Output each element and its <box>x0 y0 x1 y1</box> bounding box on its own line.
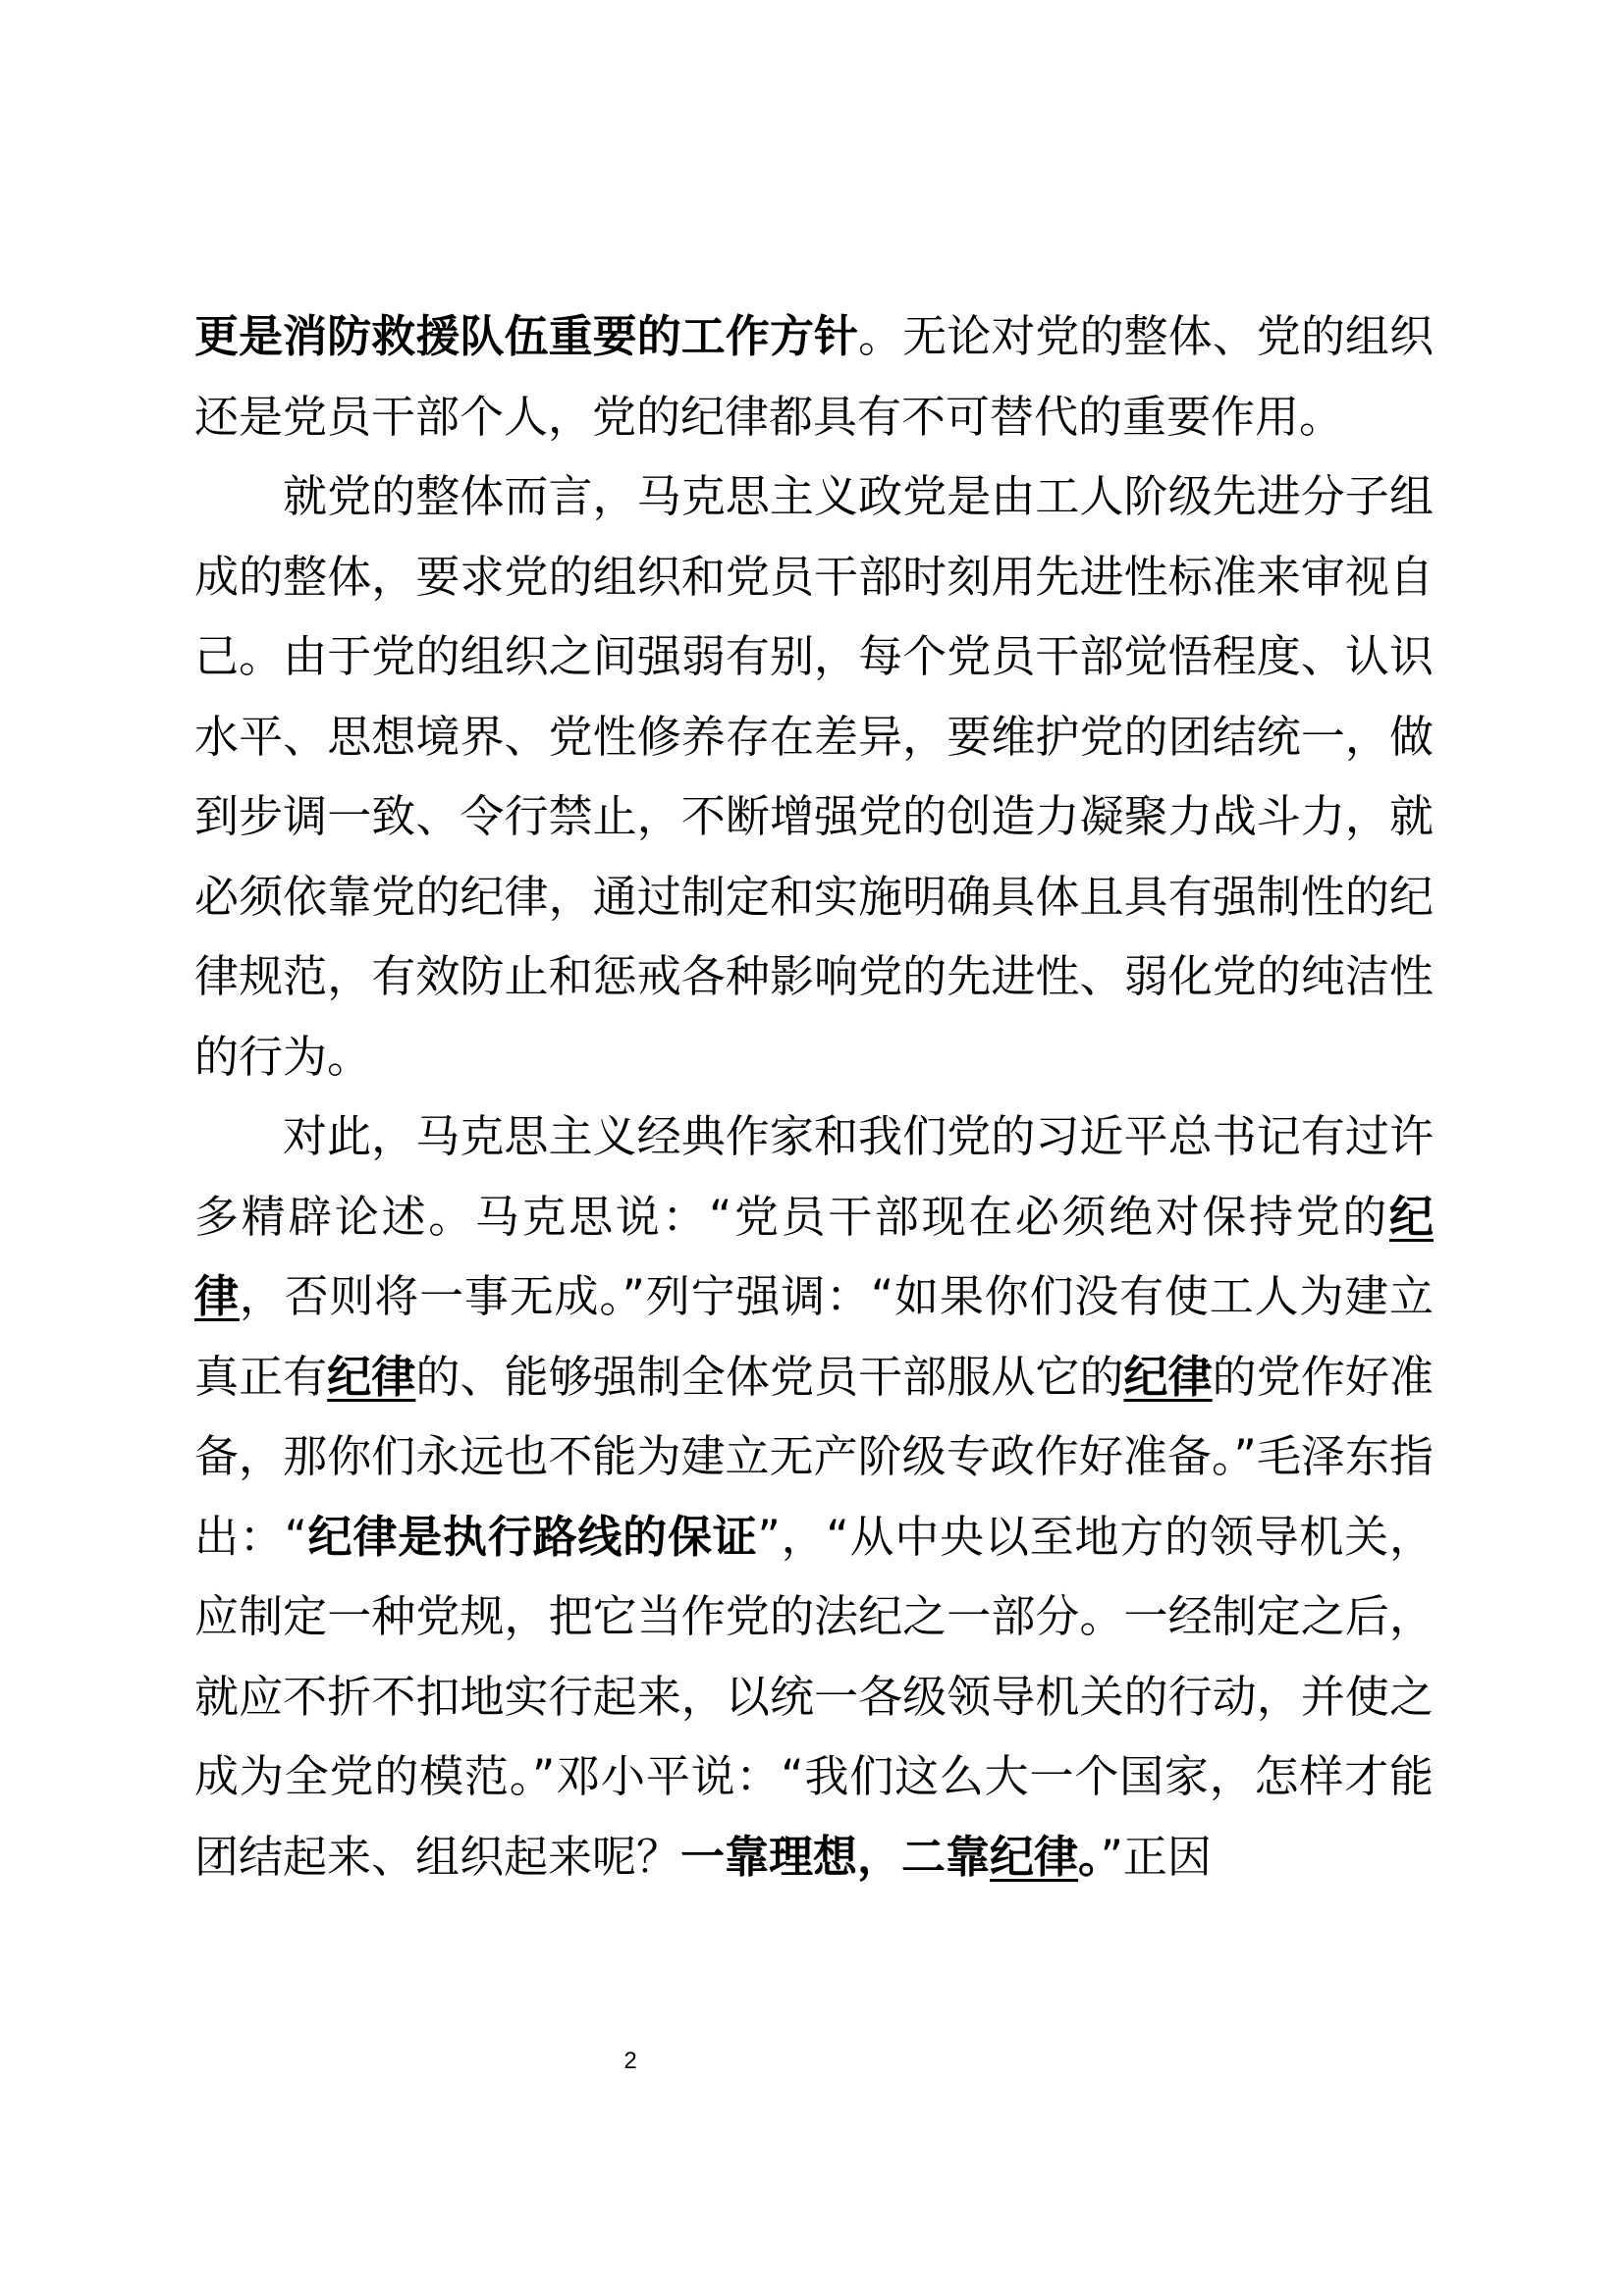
paragraph-3 <box>194 1096 1434 1896</box>
emphasis-discipline: 纪律 <box>1123 1350 1213 1403</box>
bold-phrase: 更是消防救援队伍重要的工作方针 <box>194 310 859 362</box>
document-body <box>194 296 1434 1896</box>
emphasis-ideal: 一靠理想，二靠 <box>680 1830 991 1883</box>
emphasis-quote: 纪律是执行路线的保证 <box>306 1510 758 1563</box>
paragraph-1 <box>194 296 1434 456</box>
bold-period: 。无论对党的整体、党的组织还是党员干部个人，党的纪律都具有不可替代的重要作用。 <box>194 310 1434 443</box>
text-run: ，否则将一事无成。”列宁强调：“如果你们没有使工人为建立真正有 <box>194 1270 1434 1403</box>
page-number: 2 <box>623 2048 637 2074</box>
emphasis-period: 。 <box>1078 1830 1101 1883</box>
text-run: 的党作好准备，那你们永远也不能为建立无产阶级专政作好准备。”毛泽东指出：“ <box>194 1350 1434 1563</box>
emphasis-discipline: 纪律 <box>990 1830 1079 1883</box>
paragraph-2 <box>194 456 1434 1096</box>
text-run: 对此，马克思主义经典作家和我们党的习近平总书记有过许多精辟论述。马克思说：“党员干部现在必须绝对保持党的 <box>194 1110 1434 1243</box>
emphasis-discipline: 纪律 <box>327 1350 416 1403</box>
text-run: ”，“从中央以至地方的领导机关，应制定一种党规，把它当作党的法纪之一部分。一经制定之后，就应不折不扣地实行起来，以统一各级领导机关的行动，并使之成为全党的模范。”邓小平说：“我们这么大一个国家，怎样才能团结起来、组织起来呢？ <box>194 1510 1434 1883</box>
text-run: ”正因 <box>1100 1830 1212 1883</box>
text-run: 的、能够强制全体党员干部服从它的 <box>415 1350 1124 1403</box>
emphasis-discipline: 纪律 <box>194 1190 1434 1322</box>
paragraph-2-text: 就党的整体而言，马克思主义政党是由工人阶级先进分子组成的整体，要求党的组织和党员干部时刻用先进性标准来审视自己。由于党的组织之间强弱有别，每个党员干部觉悟程度、认识水平、思想境界、党性修养存在差异，要维护党的团结统一，做到步调一致、令行禁止，不断增强党的创造力凝聚力战斗力，就必须依靠党的纪律，通过制定和实施明确具体且具有强制性的纪律规范，有效防止和惩戒各种影响党的先进性、弱化党的纯洁性的行为。 <box>194 470 1434 1083</box>
